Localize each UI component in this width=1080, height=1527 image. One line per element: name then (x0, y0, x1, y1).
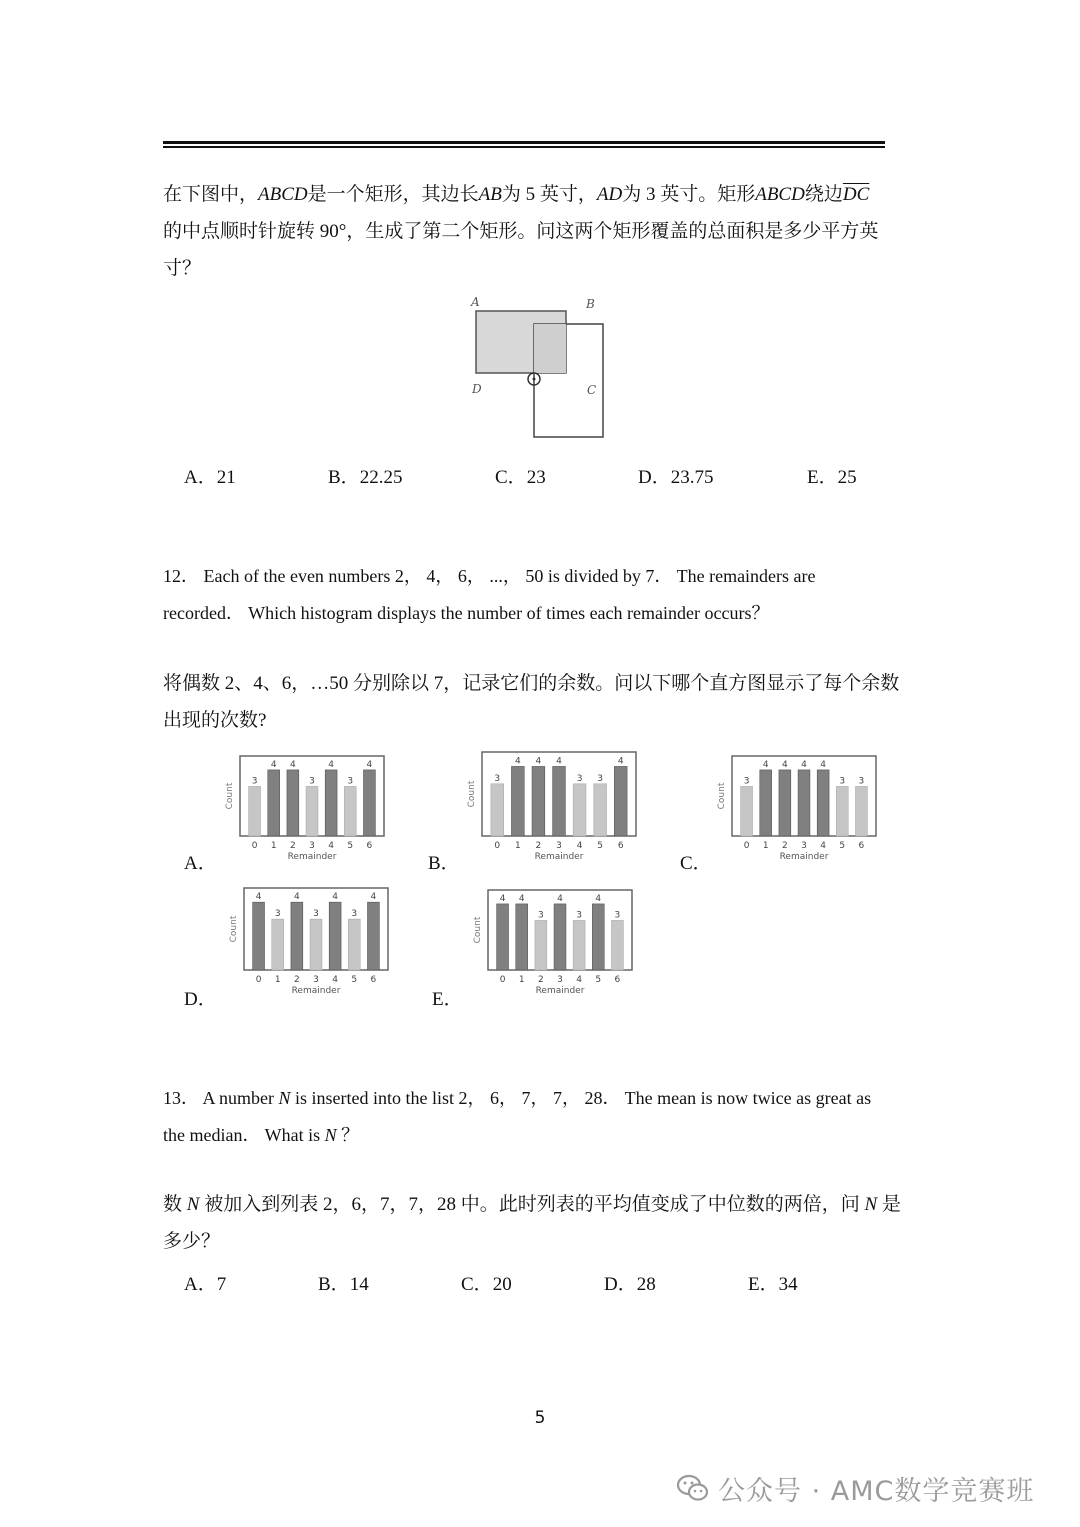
rotation-center-dot (533, 378, 536, 381)
q12-option-b-label[interactable]: B． (428, 853, 460, 874)
hist-bar (592, 904, 604, 970)
q13-option-c[interactable]: C．20 (461, 1274, 512, 1295)
hist-xlabel: Remainder (534, 852, 584, 862)
hist-count-label: 4 (332, 892, 339, 903)
hist-count-label: 4 (370, 892, 377, 903)
hist-bar (573, 920, 585, 970)
hist-tick-label: 2 (535, 841, 542, 851)
label-a: A (471, 295, 480, 309)
hist-count-label: 4 (514, 756, 521, 767)
q13-en-line1: 13． A number N is inserted into the list 2， 6， 7， 7， 28． The mean is now twice as great as (163, 1088, 872, 1108)
q12-en-line1: 12． Each of the even numbers 2， 4， 6， ...， 50 is divided by 7． The remainders are (163, 566, 816, 586)
hist-tick-label: 0 (494, 841, 501, 851)
hist-count-label: 4 (801, 759, 807, 770)
hist-count-label: 3 (597, 773, 604, 784)
hist-bar (363, 770, 375, 836)
q13-option-d[interactable]: D．28 (604, 1274, 656, 1295)
q12-zh-line1: 将偶数 2、4、6，…50 分别除以 7，记录它们的余数。问以下哪个直方图显示了每个余数 (163, 673, 900, 694)
hist-count-label: 4 (595, 893, 602, 904)
hist-ylabel: Count (467, 780, 477, 808)
histogram-d[interactable] (222, 884, 394, 998)
hist-tick-label: 4 (332, 975, 339, 985)
q11-option-d[interactable]: D．23.75 (638, 467, 714, 488)
hist-bar (272, 919, 284, 970)
hist-count-label: 3 (576, 910, 583, 921)
histogram-a[interactable] (218, 752, 390, 864)
hist-tick-label: 5 (347, 841, 354, 851)
hist-count-label: 4 (293, 892, 300, 903)
hist-bar (516, 904, 528, 970)
label-d: D (472, 382, 482, 396)
q13-option-a[interactable]: A．7 (184, 1274, 227, 1295)
hist-count-label: 3 (251, 776, 258, 787)
histogram-c[interactable] (710, 752, 882, 864)
hist-tick-label: 2 (781, 841, 788, 851)
hist-tick-label: 0 (255, 975, 262, 985)
hist-tick-label: 1 (518, 975, 525, 985)
hist-count-label: 4 (781, 759, 788, 770)
hist-count-label: 4 (820, 759, 827, 770)
hist-bar (268, 770, 280, 836)
hist-count-label: 3 (858, 776, 865, 787)
hist-count-label: 3 (576, 773, 583, 784)
overlap-region (534, 324, 566, 373)
hist-bar (532, 766, 545, 836)
hist-tick-label: 0 (743, 841, 750, 851)
q13-zh-line1: 数 N 被加入到列表 2，6，7，7，28 中。此时列表的平均值变成了中位数的两倍，问 N 是 (163, 1194, 901, 1215)
top-rule-thin (163, 146, 885, 148)
q11-option-c[interactable]: C．23 (495, 467, 546, 488)
rectangle-rotation-figure (462, 292, 622, 444)
q11-option-e[interactable]: E．25 (807, 467, 857, 488)
hist-bar (614, 766, 627, 836)
hist-bar (760, 770, 772, 836)
hist-tick-label: 5 (351, 975, 358, 985)
hist-count-label: 4 (289, 759, 296, 770)
hist-count-label: 4 (556, 756, 562, 767)
hist-xlabel: Remainder (291, 986, 341, 996)
histogram-b[interactable] (460, 748, 642, 864)
hist-tick-label: 1 (274, 975, 281, 985)
q12-option-c-label[interactable]: C． (680, 853, 712, 874)
q13-option-e[interactable]: E．34 (748, 1274, 798, 1295)
hist-count-label: 3 (313, 909, 319, 920)
hist-bar (306, 786, 318, 836)
hist-ylabel: Count (229, 915, 239, 943)
hist-tick-label: 3 (556, 841, 562, 851)
watermark (676, 1468, 1034, 1508)
hist-bar (344, 786, 356, 836)
hist-tick-label: 0 (499, 975, 506, 985)
q13-option-b[interactable]: B．14 (318, 1274, 369, 1295)
hist-bar (836, 786, 848, 836)
hist-count-label: 3 (309, 776, 315, 787)
hist-count-label: 3 (351, 909, 358, 920)
label-c: C (587, 383, 597, 397)
hist-tick-label: 6 (617, 841, 624, 851)
hist-tick-label: 5 (595, 975, 602, 985)
q12-option-d-label[interactable]: D． (184, 989, 217, 1010)
hist-tick-label: 1 (762, 841, 769, 851)
hist-ylabel: Count (717, 782, 727, 810)
hist-count-label: 3 (614, 910, 621, 921)
q11-option-a[interactable]: A．21 (184, 467, 236, 488)
hist-tick-label: 2 (293, 975, 300, 985)
hist-bar (310, 919, 322, 970)
hist-tick-label: 6 (614, 975, 621, 985)
hist-bar (511, 766, 524, 836)
hist-bar (291, 902, 303, 970)
hist-count-label: 4 (762, 759, 769, 770)
hist-xlabel: Remainder (535, 986, 585, 996)
hist-tick-label: 3 (557, 975, 563, 985)
q11-option-b[interactable]: B．22.25 (328, 467, 403, 488)
page-number: 5 (534, 1408, 546, 1428)
hist-tick-label: 6 (858, 841, 865, 851)
hist-count-label: 4 (535, 756, 542, 767)
hist-tick-label: 0 (251, 841, 258, 851)
hist-bar (491, 784, 504, 836)
hist-tick-label: 4 (820, 841, 827, 851)
hist-tick-label: 6 (370, 975, 377, 985)
hist-bar (348, 919, 360, 970)
hist-bar (554, 904, 566, 970)
hist-ylabel: Count (225, 782, 235, 810)
hist-tick-label: 1 (514, 841, 521, 851)
q12-zh-line2: 出现的次数? (163, 710, 267, 731)
hist-bar (535, 920, 547, 970)
hist-bar (553, 766, 566, 836)
hist-tick-label: 4 (576, 975, 583, 985)
hist-tick-label: 2 (537, 975, 544, 985)
histogram-e[interactable] (466, 886, 638, 998)
top-rule (163, 141, 885, 144)
q12-option-a-label[interactable]: A． (184, 853, 217, 874)
hist-count-label: 4 (366, 759, 373, 770)
hist-count-label: 4 (518, 893, 525, 904)
hist-tick-label: 6 (366, 841, 373, 851)
label-b: B (586, 297, 595, 311)
hist-count-label: 4 (328, 759, 335, 770)
hist-count-label: 4 (255, 892, 262, 903)
q13-zh-line2: 多少？ (163, 1231, 221, 1252)
hist-bar (497, 904, 509, 970)
hist-xlabel: Remainder (287, 852, 337, 862)
hist-tick-label: 3 (309, 841, 315, 851)
hist-tick-label: 1 (270, 841, 277, 851)
hist-count-label: 3 (839, 776, 846, 787)
hist-count-label: 3 (537, 910, 544, 921)
hist-xlabel: Remainder (779, 852, 829, 862)
hist-count-label: 4 (270, 759, 277, 770)
hist-count-label: 3 (494, 773, 501, 784)
q11-dc-segment: $\overline{DC}$ (842, 184, 870, 205)
q11-line1: 在下图中，ABCD是一个矩形，其边长AB为 5 英寸，AD为 3 英寸。矩形ABCD绕边$\overline{DC}$ (163, 184, 870, 205)
hist-count-label: 4 (557, 893, 563, 904)
hist-count-label: 4 (499, 893, 506, 904)
hist-count-label: 3 (274, 909, 281, 920)
hist-bar (253, 902, 265, 970)
q11-line3: 寸？ (163, 258, 202, 279)
hist-tick-label: 3 (313, 975, 319, 985)
watermark-text: 公众号 · AMC数学竞赛班 (718, 1475, 1035, 1507)
hist-count-label: 4 (617, 756, 624, 767)
wechat-icon (676, 1473, 710, 1503)
hist-tick-label: 2 (289, 841, 296, 851)
hist-bar (329, 902, 341, 970)
hist-bar (287, 770, 299, 836)
q12-option-e-label[interactable]: E． (432, 989, 463, 1010)
hist-tick-label: 5 (839, 841, 846, 851)
hist-tick-label: 5 (597, 841, 604, 851)
hist-bar (573, 784, 586, 836)
hist-bar (779, 770, 791, 836)
hist-tick-label: 3 (801, 841, 807, 851)
q13-en-line2: the median． What is N ？ (163, 1125, 360, 1145)
hist-tick-label: 4 (576, 841, 583, 851)
q11-abcd: ABCD (258, 184, 308, 205)
hist-bar (855, 786, 867, 836)
q12-en-line2: recorded． Which histogram displays the number of times each remainder occurs？ (163, 603, 770, 623)
hist-bar (367, 902, 379, 970)
hist-bar (611, 920, 623, 970)
hist-bar (249, 786, 261, 836)
hist-bar (817, 770, 829, 836)
hist-bar (325, 770, 337, 836)
hist-bar (594, 784, 607, 836)
hist-bar (798, 770, 810, 836)
q11-line2: 的中点顺时针旋转 90°，生成了第二个矩形。问这两个矩形覆盖的总面积是多少平方英 (163, 221, 879, 242)
hist-ylabel: Count (473, 916, 483, 944)
hist-count-label: 3 (743, 776, 750, 787)
hist-bar (741, 786, 753, 836)
hist-count-label: 3 (347, 776, 354, 787)
hist-tick-label: 4 (328, 841, 335, 851)
